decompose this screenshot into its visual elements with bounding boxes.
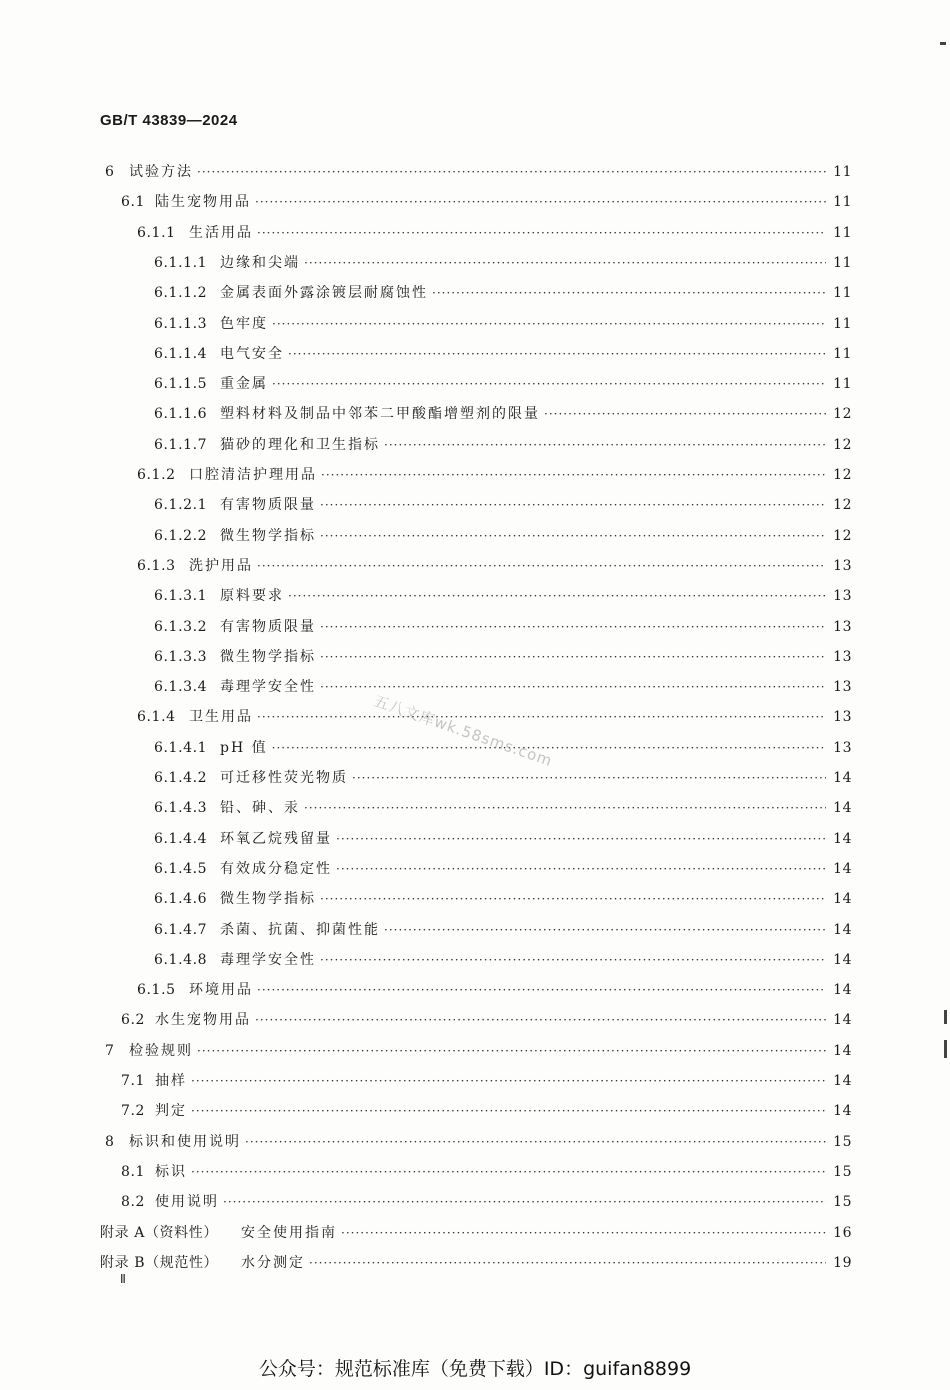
toc-entry-number: 6.2 — [121, 1012, 146, 1029]
toc-entry[interactable] — [0, 1068, 950, 1090]
toc-entry-page: 15 — [833, 1163, 852, 1180]
toc-dot-leader — [257, 981, 826, 999]
toc-entry-page: 14 — [833, 1073, 852, 1089]
toc-entry-page: 12 — [833, 406, 852, 423]
toc-dot-leader — [544, 405, 826, 423]
toc-entry-number: 6.1 — [121, 194, 146, 211]
toc-dot-leader — [191, 1072, 826, 1090]
toc-dot-leader — [432, 284, 826, 302]
toc-dot-leader — [384, 436, 826, 454]
toc-entry[interactable] — [0, 1250, 950, 1272]
toc-entry[interactable] — [0, 947, 950, 969]
toc-entry-title: pH 值 — [220, 739, 268, 756]
toc-entry[interactable] — [0, 523, 950, 545]
toc-entry-page: 14 — [833, 982, 852, 999]
toc-dot-leader — [191, 1163, 826, 1181]
toc-entry-number: 6.1.1.6 — [154, 406, 208, 423]
toc-dot-leader — [352, 769, 826, 787]
toc-entry-number: 6.1.3.4 — [154, 679, 208, 696]
toc-entry-number: 7.2 — [121, 1103, 146, 1120]
toc-dot-leader — [191, 1102, 826, 1120]
toc-dot-leader — [197, 163, 826, 181]
toc-entry-page: 12 — [833, 497, 852, 514]
toc-entry-number: 6.1.4.7 — [154, 921, 208, 938]
toc-entry-title: 猫砂的理化和卫生指标 — [220, 436, 380, 453]
toc-entry[interactable] — [0, 765, 950, 787]
toc-entry-number: 附录 A（资料性） — [100, 1224, 218, 1241]
toc-entry-title: 环氧乙烷残留量 — [220, 830, 332, 847]
toc-entry-title: 铅、砷、汞 — [220, 800, 300, 817]
toc-entry-title: 金属表面外露涂镀层耐腐蚀性 — [220, 285, 428, 302]
toc-entry-title: 有害物质限量 — [220, 618, 316, 635]
toc-entry-title: 重金属 — [220, 376, 268, 393]
toc-entry-title: 毒理学安全性 — [220, 679, 316, 696]
toc-entry-title: 环境用品 — [189, 982, 253, 999]
toc-entry[interactable] — [0, 492, 950, 514]
toc-entry-page: 14 — [833, 1012, 852, 1029]
toc-entry-number: 7.1 — [121, 1073, 146, 1089]
toc-entry-number: 6.1.4.5 — [154, 860, 208, 877]
toc-entry[interactable] — [0, 886, 950, 908]
toc-entry[interactable] — [0, 159, 950, 181]
toc-entry[interactable] — [0, 795, 950, 817]
toc-entry-page: 14 — [833, 860, 852, 877]
toc-dot-leader — [255, 1011, 826, 1029]
scan-mark — [944, 1040, 947, 1058]
toc-entry[interactable] — [0, 341, 950, 363]
toc-dot-leader — [320, 890, 826, 908]
toc-entry-page: 14 — [833, 1103, 852, 1120]
toc-entry-page: 14 — [833, 1042, 852, 1059]
toc-entry-number: 6.1.1 — [137, 224, 176, 241]
toc-entry[interactable] — [0, 1038, 950, 1060]
toc-dot-leader — [384, 921, 826, 939]
toc-entry-title: 微生物学指标 — [220, 527, 316, 544]
toc-entry-title: 毒理学安全性 — [220, 951, 316, 968]
toc-dot-leader — [341, 1224, 826, 1242]
toc-entry-page: 14 — [833, 921, 852, 938]
toc-dot-leader — [309, 1254, 826, 1272]
toc-entry-title: 卫生用品 — [189, 709, 253, 726]
toc-entry[interactable] — [0, 371, 950, 393]
toc-entry-title: 有效成分稳定性 — [220, 860, 332, 877]
toc-entry-number: 6.1.1.3 — [154, 315, 208, 332]
toc-entry-number: 6 — [105, 164, 115, 180]
toc-entry[interactable] — [0, 432, 950, 454]
toc-entry[interactable] — [0, 401, 950, 423]
toc-entry-number: 6.1.3.3 — [154, 648, 208, 665]
toc-entry-title: 色牢度 — [220, 315, 268, 332]
toc-entry-number: 6.1.4.6 — [154, 891, 208, 908]
toc-entry-number: 6.1.1.1 — [154, 254, 208, 271]
toc-dot-leader — [321, 466, 826, 484]
toc-entry-title: 杀菌、抗菌、抑菌性能 — [220, 921, 380, 938]
toc-entry-page: 11 — [833, 194, 852, 211]
toc-entry-page: 12 — [833, 467, 852, 483]
toc-entry-page: 11 — [833, 254, 852, 271]
toc-entry-page: 13 — [833, 739, 852, 756]
toc-entry[interactable] — [0, 311, 950, 333]
toc-entry[interactable] — [0, 1007, 950, 1029]
toc-entry-number: 6.1.2 — [137, 467, 176, 483]
toc-entry-page: 13 — [833, 557, 852, 574]
toc-entry-page: 11 — [833, 164, 852, 180]
toc-dot-leader — [288, 587, 826, 605]
toc-entry[interactable] — [0, 1220, 950, 1242]
toc-entry[interactable] — [0, 583, 950, 605]
toc-entry-number: 6.1.4.2 — [154, 770, 208, 786]
toc-entry-page: 13 — [833, 618, 852, 635]
toc-dot-leader — [272, 315, 826, 333]
toc-entry-number: 6.1.3 — [137, 557, 176, 574]
toc-entry-page: 12 — [833, 527, 852, 544]
toc-entry-title: 原料要求 — [220, 588, 284, 605]
toc-entry-page: 11 — [833, 345, 852, 362]
toc-entry-title: 水生宠物用品 — [155, 1012, 251, 1029]
standard-code: GB/T 43839—2024 — [100, 112, 238, 129]
toc-dot-leader — [257, 557, 826, 575]
toc-dot-leader — [257, 708, 826, 726]
toc-entry[interactable] — [0, 1159, 950, 1181]
toc-entry[interactable] — [0, 189, 950, 211]
toc-entry-number: 6.1.1.5 — [154, 376, 208, 393]
toc-entry-page: 12 — [833, 436, 852, 453]
toc-entry-number: 6.1.3.1 — [154, 588, 208, 605]
toc-dot-leader — [320, 648, 826, 666]
toc-entry-page: 13 — [833, 709, 852, 726]
toc-entry-number: 6.1.1.7 — [154, 436, 208, 453]
toc-entry[interactable] — [0, 462, 950, 484]
scan-mark — [940, 42, 946, 45]
toc-entry-page: 11 — [833, 224, 852, 241]
scan-mark — [944, 1010, 947, 1024]
toc-entry-page: 14 — [833, 951, 852, 968]
toc-entry[interactable] — [0, 1129, 950, 1151]
toc-dot-leader — [320, 618, 826, 636]
toc-entry-title: 边缘和尖端 — [220, 254, 300, 271]
toc-entry-title: 微生物学指标 — [220, 891, 316, 908]
toc-entry-number: 6.1.4.8 — [154, 951, 208, 968]
toc-dot-leader — [320, 678, 826, 696]
toc-entry-page: 16 — [833, 1224, 852, 1241]
toc-entry-title: 微生物学指标 — [220, 648, 316, 665]
toc-dot-leader — [320, 951, 826, 969]
toc-entry-number: 8.2 — [121, 1194, 146, 1211]
toc-entry[interactable] — [0, 614, 950, 636]
toc-entry[interactable] — [0, 644, 950, 666]
toc-entry-title: 塑料材料及制品中邻苯二甲酸酯增塑剂的限量 — [220, 406, 540, 423]
toc-entry-title: 标识和使用说明 — [129, 1133, 241, 1150]
toc-entry[interactable] — [0, 977, 950, 999]
toc-entry-page: 19 — [833, 1254, 852, 1271]
toc-entry-title: 可迁移性荧光物质 — [220, 770, 348, 786]
toc-entry-title: 电气安全 — [220, 345, 284, 362]
toc-entry-number: 6.1.4 — [137, 709, 176, 726]
toc-entry[interactable] — [0, 826, 950, 848]
toc-entry-page: 11 — [833, 315, 852, 332]
toc-entry-title: 洗护用品 — [189, 557, 253, 574]
toc-entry-title: 水分测定 — [241, 1254, 305, 1271]
toc-entry-title: 标识 — [155, 1163, 187, 1180]
toc-entry-number: 6.1.4.1 — [154, 739, 208, 756]
toc-entry-number: 8 — [105, 1133, 115, 1150]
toc-dot-leader — [304, 254, 826, 272]
toc-dot-leader — [336, 830, 826, 848]
toc-dot-leader — [197, 1042, 826, 1060]
toc-entry-page: 14 — [833, 770, 852, 786]
toc-entry-number: 6.1.2.2 — [154, 527, 208, 544]
toc-entry-number: 6.1.3.2 — [154, 618, 208, 635]
toc-entry-page: 15 — [833, 1133, 852, 1150]
toc-entry-title: 使用说明 — [155, 1194, 219, 1211]
toc-entry-title: 判定 — [155, 1103, 187, 1120]
toc-entry[interactable] — [0, 1098, 950, 1120]
toc-entry-number: 6.1.1.4 — [154, 345, 208, 362]
toc-dot-leader — [288, 345, 826, 363]
toc-dot-leader — [336, 860, 826, 878]
toc-entry[interactable] — [0, 917, 950, 939]
toc-entry-number: 6.1.4.3 — [154, 800, 208, 817]
toc-entry-title: 安全使用指南 — [241, 1224, 337, 1241]
toc-entry[interactable] — [0, 250, 950, 272]
toc-entry[interactable] — [0, 1189, 950, 1211]
toc-entry[interactable] — [0, 856, 950, 878]
toc-entry-title: 抽样 — [155, 1073, 187, 1089]
toc-dot-leader — [320, 496, 826, 514]
toc-entry-title: 有害物质限量 — [220, 497, 316, 514]
toc-dot-leader — [272, 375, 826, 393]
page-number: Ⅱ — [120, 1272, 127, 1286]
toc-entry-number: 6.1.2.1 — [154, 497, 208, 514]
toc-entry-page: 13 — [833, 679, 852, 696]
toc-entry-page: 14 — [833, 830, 852, 847]
toc-entry-number: 附录 B（规范性） — [100, 1254, 219, 1271]
watermark: 五八文库wk.58sms.com — [371, 691, 555, 771]
toc-entry-page: 15 — [833, 1194, 852, 1211]
toc-entry-number: 6.1.1.2 — [154, 285, 208, 302]
toc-entry-title: 生活用品 — [189, 224, 253, 241]
toc-entry-page: 13 — [833, 648, 852, 665]
toc-entry-number: 7 — [105, 1042, 115, 1059]
toc-entry-title: 检验规则 — [129, 1042, 193, 1059]
toc-dot-leader — [257, 224, 826, 242]
toc-entry-page: 13 — [833, 588, 852, 605]
toc-entry-page: 11 — [833, 376, 852, 393]
toc-dot-leader — [304, 799, 826, 817]
toc-entry-page: 11 — [833, 285, 852, 302]
footer-note: 公众号：规范标准库（免费下载）ID：guifan8899 — [258, 1358, 692, 1380]
toc-entry-number: 6.1.4.4 — [154, 830, 208, 847]
toc-entry[interactable] — [0, 553, 950, 575]
toc-entry-title: 陆生宠物用品 — [155, 194, 251, 211]
toc-dot-leader — [255, 193, 826, 211]
toc-entry[interactable] — [0, 280, 950, 302]
toc-entry-title: 试验方法 — [129, 164, 193, 180]
toc-entry[interactable] — [0, 674, 950, 696]
toc-entry[interactable] — [0, 220, 950, 242]
toc-dot-leader — [245, 1133, 826, 1151]
toc-entry-page: 14 — [833, 891, 852, 908]
toc-entry-title: 口腔清洁护理用品 — [189, 467, 317, 483]
toc-entry-number: 8.1 — [121, 1163, 146, 1180]
toc-dot-leader — [320, 527, 826, 545]
toc-dot-leader — [223, 1193, 826, 1211]
toc-entry-page: 14 — [833, 800, 852, 817]
toc-entry-number: 6.1.5 — [137, 982, 176, 999]
